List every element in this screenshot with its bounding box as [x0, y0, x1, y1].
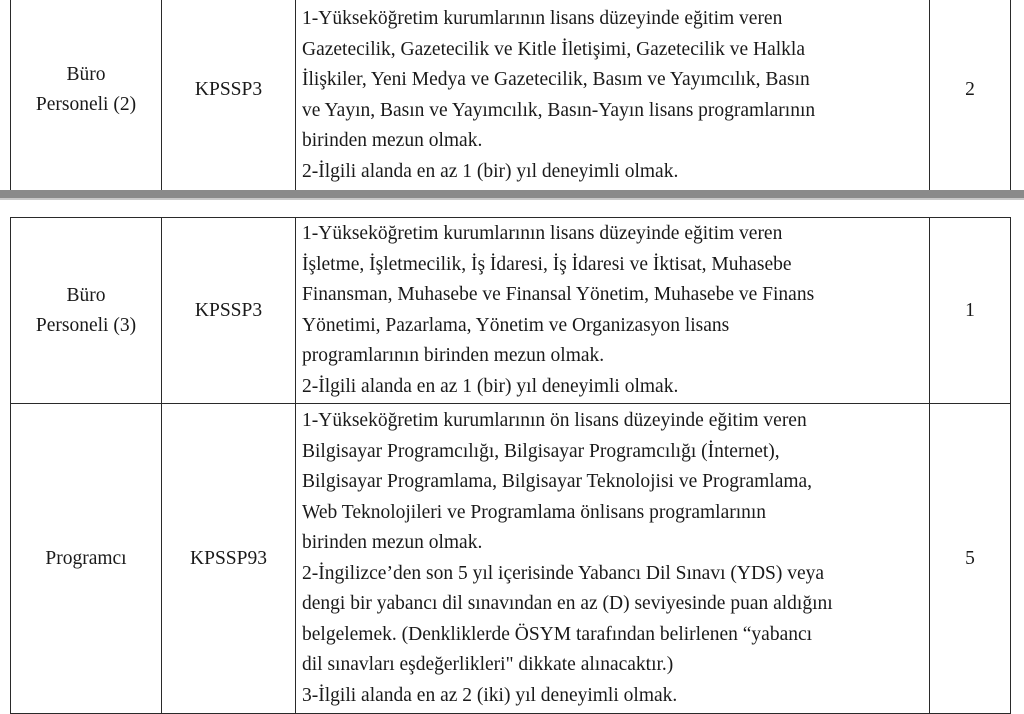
positions-table-2 — [10, 217, 1011, 714]
table-row — [11, 404, 1011, 714]
requirement-line: 1-Yükseköğretim kurumlarının lisans düzeyinde eğitim veren — [302, 8, 783, 29]
quantity-cell: 1 — [930, 218, 1011, 404]
exam-code-cell: KPSSP3 — [162, 0, 296, 191]
position-cell — [11, 404, 162, 714]
page-separator-shadow — [0, 198, 1024, 200]
positions-table-1 — [10, 0, 1011, 191]
requirement-line: Bilgisayar Programlama, Bilgisayar Teknolojisi ve Programlama, — [302, 471, 813, 492]
position-name: Büro — [66, 284, 106, 306]
requirement-line: 3-İlgili alanda en az 2 (iki) yıl deneyimli olmak. — [302, 684, 678, 706]
requirement-line: 2-İngilizce’den son 5 yıl içerisinde Yabancı Dil Sınavı (YDS) veya — [302, 562, 825, 584]
requirements-cell — [296, 404, 930, 714]
requirement-line: dil sınavları eşdeğerlikleri" dikkate alınacaktır.) — [302, 654, 674, 675]
requirement-line: 2-İlgili alanda en az 1 (bir) yıl deneyimli olmak. — [302, 375, 679, 397]
requirement-line: İşletme, İşletmecilik, İş İdaresi, İş İdaresi ve İktisat, Muhasebe — [302, 253, 792, 275]
requirement-line: Web Teknolojileri ve Programlama önlisans programlarının — [302, 501, 767, 523]
page-separator — [0, 190, 1024, 198]
requirement-line: 2-İlgili alanda en az 1 (bir) yıl deneyimli olmak. — [302, 160, 679, 182]
table-row — [11, 0, 1011, 191]
requirement-line: programlarının birinden mezun olmak. — [302, 345, 605, 366]
requirement-line: dengi bir yabancı dil sınavından en az (D) seviyesinde puan aldığını — [302, 593, 833, 614]
requirement-line: Gazetecilik, Gazetecilik ve Kitle İletişimi, Gazetecilik ve Halkla — [302, 38, 805, 60]
position-cell — [11, 218, 162, 404]
requirement-line: belgelemek. (Denkliklerde ÖSYM tarafından belirlenen “yabancı — [302, 623, 813, 645]
position-cell — [11, 0, 162, 191]
requirement-line: Bilgisayar Programcılığı, Bilgisayar Programcılığı (İnternet), — [302, 440, 780, 462]
quantity-cell: 2 — [930, 0, 1011, 191]
position-name: Personeli (3) — [35, 314, 137, 336]
requirement-line: ve Yayın, Basın ve Yayımcılık, Basın-Yayın lisans programlarının — [302, 99, 816, 121]
requirement-line: 1-Yükseköğretim kurumlarının ön lisans düzeyinde eğitim veren — [302, 410, 807, 431]
requirements-cell — [296, 218, 930, 404]
quantity-cell: 5 — [930, 404, 1011, 714]
requirement-line: 1-Yükseköğretim kurumlarının lisans düzeyinde eğitim veren — [302, 223, 783, 244]
position-name: Büro — [66, 63, 106, 85]
requirement-line: birinden mezun olmak. — [302, 532, 483, 553]
requirement-line: İlişkiler, Yeni Medya ve Gazetecilik, Basım ve Yayımcılık, Basın — [302, 69, 810, 90]
exam-code-cell: KPSSP93 — [162, 404, 296, 714]
requirement-line: Yönetimi, Pazarlama, Yönetim ve Organizasyon lisans — [302, 314, 730, 336]
position-name: Programcı — [45, 547, 127, 569]
requirements-cell — [296, 0, 930, 191]
table-row — [11, 218, 1011, 404]
requirement-line: birinden mezun olmak. — [302, 130, 483, 151]
requirement-line: Finansman, Muhasebe ve Finansal Yönetim, Muhasebe ve Finans — [302, 284, 815, 305]
position-name: Personeli (2) — [35, 93, 137, 115]
exam-code-cell: KPSSP3 — [162, 218, 296, 404]
